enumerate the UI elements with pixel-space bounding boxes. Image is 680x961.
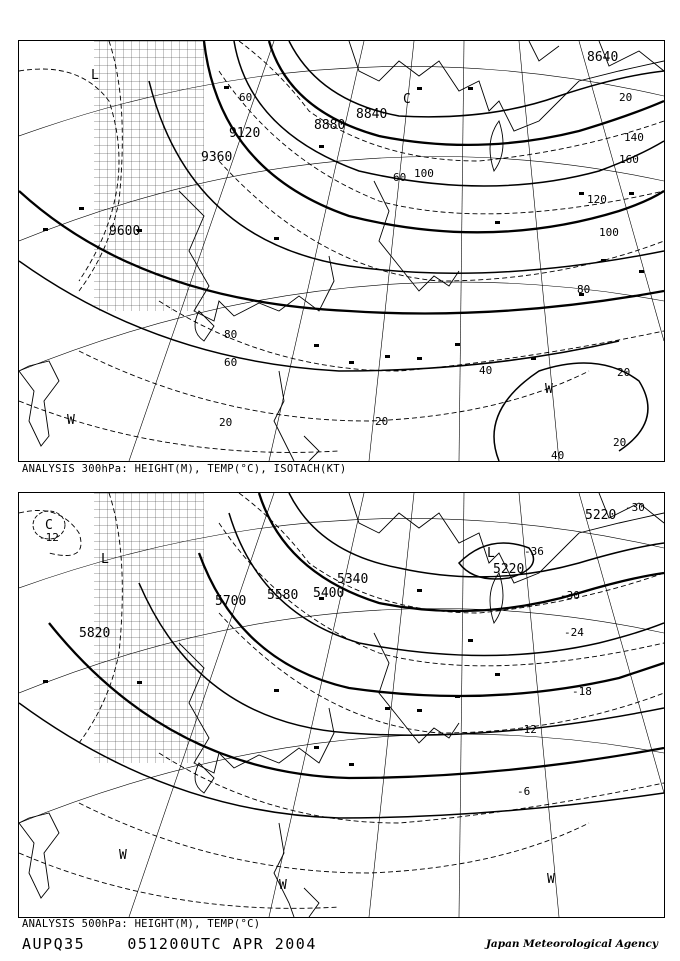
svg-text:-24: -24 [564,626,584,639]
svg-text:8840: 8840 [356,107,388,122]
svg-text:L: L [101,552,109,567]
bottom-chart-caption: ANALYSIS 500hPa: HEIGHT(M), TEMP(°C) [22,918,261,930]
svg-text:5700: 5700 [215,594,247,609]
svg-text:W: W [119,848,127,863]
svg-text:9600: 9600 [109,224,141,239]
hatched-region [94,493,204,763]
svg-text:60: 60 [224,356,238,369]
svg-text:-18: -18 [572,685,592,698]
bulletin-code: AUPQ35 [22,935,86,953]
svg-text:5400: 5400 [313,586,345,601]
svg-text:5820: 5820 [79,626,111,641]
svg-text:80: 80 [224,328,238,341]
svg-text:140: 140 [624,131,644,144]
svg-text:L: L [91,68,99,83]
svg-text:-36: -36 [524,545,544,558]
svg-text:-6: -6 [517,785,531,798]
svg-text:W: W [67,413,75,428]
bulletin-header [22,935,317,953]
svg-text:40: 40 [551,449,565,461]
svg-text:160: 160 [619,153,639,166]
svg-text:100: 100 [414,167,434,180]
analysis-500hpa-map [18,492,665,918]
svg-text:40: 40 [479,364,493,377]
svg-text:-30: -30 [625,501,645,514]
analysis-300hpa-map [18,40,665,462]
svg-text:-12: -12 [517,723,537,736]
svg-text:-12: -12 [39,531,59,544]
svg-text:20: 20 [613,436,627,449]
svg-text:8880: 8880 [314,118,346,133]
svg-text:20: 20 [619,91,633,104]
bulletin-datetime: 051200UTC APR 2004 [127,935,317,953]
svg-text:60: 60 [393,171,407,184]
svg-text:20: 20 [219,416,233,429]
svg-text:L: L [487,546,495,561]
svg-text:C: C [45,518,53,533]
svg-text:W: W [545,382,553,397]
svg-text:5340: 5340 [337,572,369,587]
svg-text:9120: 9120 [229,126,261,141]
svg-text:60: 60 [239,91,253,104]
map-500hpa-svg [19,493,664,917]
top-chart-caption: ANALYSIS 300hPa: HEIGHT(M), TEMP(°C), ISOTACH(KT) [22,463,347,475]
svg-text:100: 100 [599,226,619,239]
svg-text:20: 20 [375,415,389,428]
svg-text:5220: 5220 [585,508,617,523]
svg-text:80: 80 [577,283,591,296]
svg-text:5220: 5220 [493,562,525,577]
map-300hpa-svg [19,41,664,461]
svg-text:20: 20 [617,366,631,379]
agency-name: Japan Meteorological Agency [485,938,658,950]
svg-text:W: W [547,872,555,887]
svg-text:9360: 9360 [201,150,233,165]
svg-text:5580: 5580 [267,588,299,603]
svg-text:W: W [279,878,287,893]
svg-text:-30: -30 [560,589,580,602]
svg-text:120: 120 [587,193,607,206]
svg-text:8640: 8640 [587,50,619,65]
svg-text:C: C [403,92,411,107]
